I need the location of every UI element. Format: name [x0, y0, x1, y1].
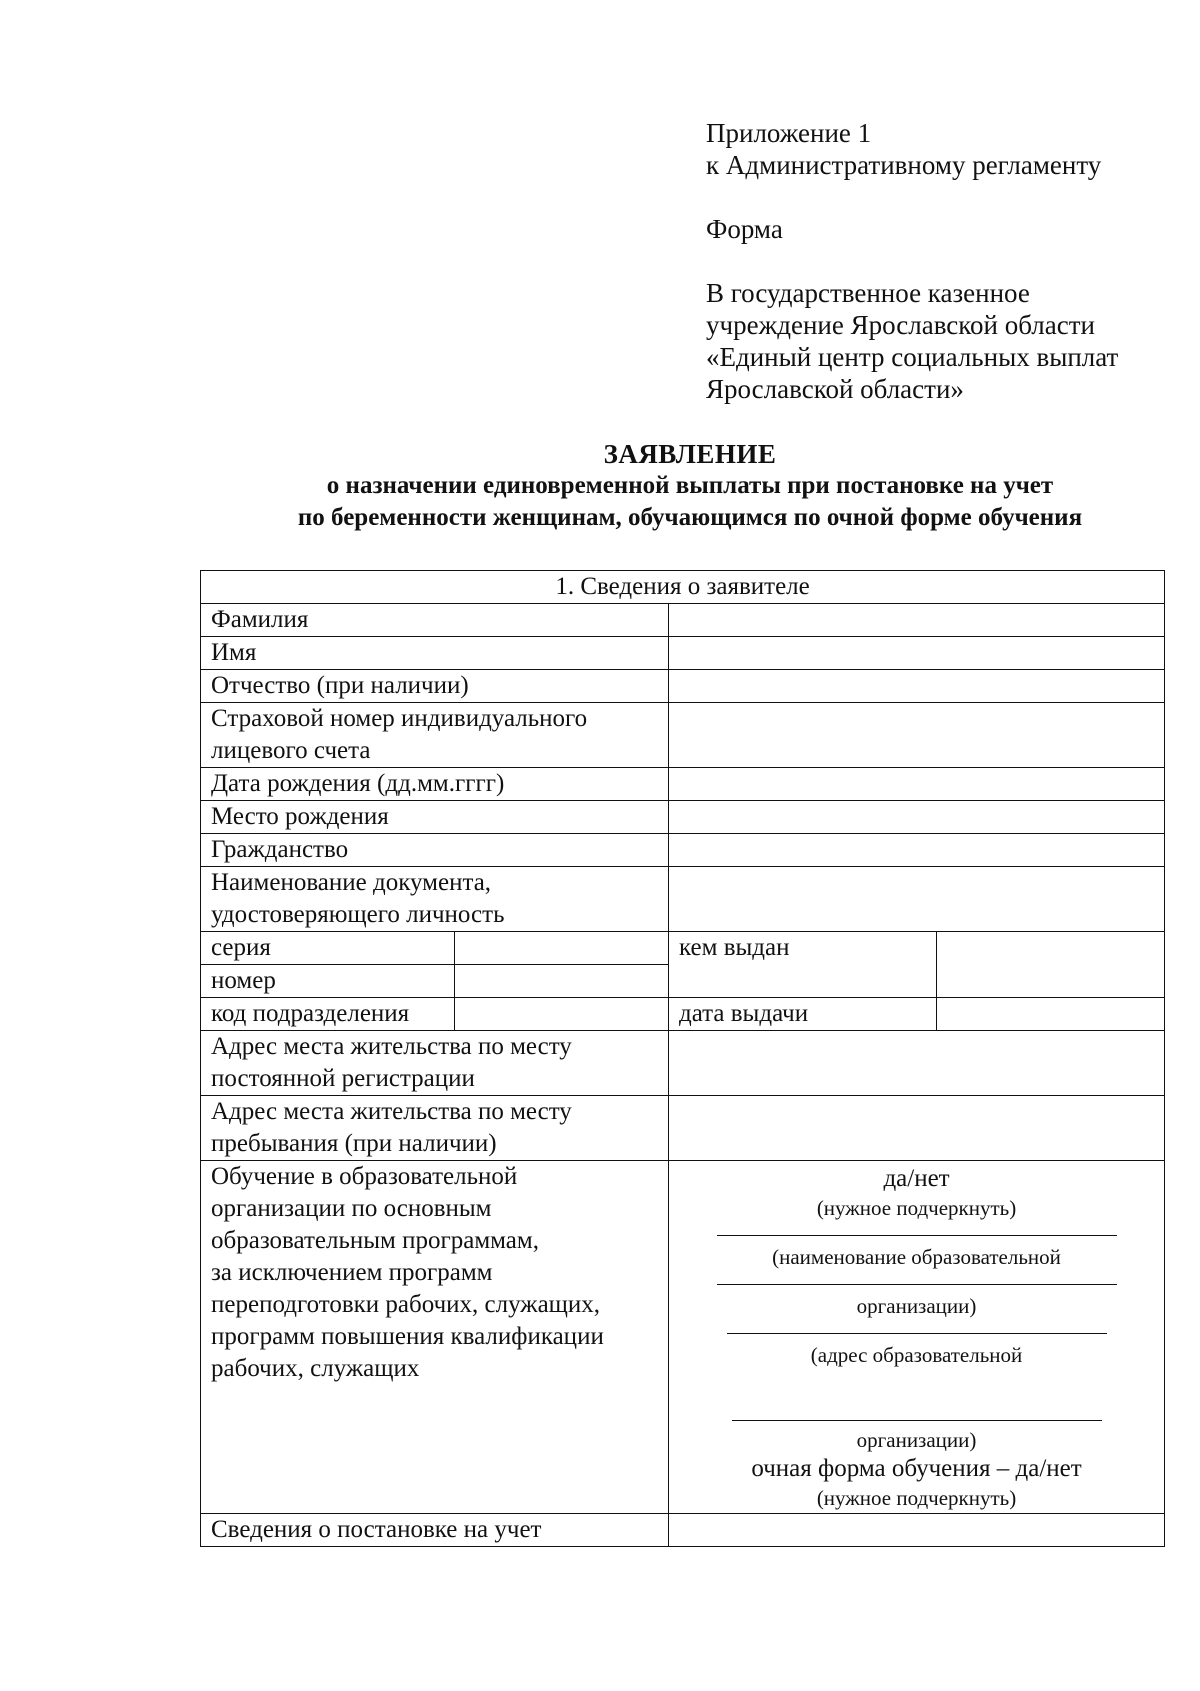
field-number[interactable]: [455, 965, 669, 998]
label-id-document: [201, 867, 669, 932]
field-surname[interactable]: [669, 604, 1165, 637]
label-series: серия: [201, 932, 455, 965]
label-surname: Фамилия: [201, 604, 669, 637]
full-time-yes-no[interactable]: очная форма обучения – да/нет: [751, 1455, 1082, 1482]
label-citizenship: Гражданство: [201, 834, 669, 867]
label-address-registration: [201, 1031, 669, 1096]
label-education-line: переподготовки рабочих, служащих,: [211, 1291, 601, 1318]
document-title: [0, 438, 1200, 534]
header-block: [706, 117, 1166, 405]
field-citizenship[interactable]: [669, 834, 1165, 867]
label-education-line: рабочих, служащих: [211, 1355, 420, 1382]
label-id-document-line: удостоверяющего личность: [211, 901, 505, 928]
org-name-line[interactable]: [717, 1221, 1117, 1236]
label-education-line: организации по основным: [211, 1195, 492, 1222]
label-patronymic: Отчество (при наличии): [201, 670, 669, 703]
appendix-label: Приложение 1: [706, 118, 872, 148]
field-name[interactable]: [669, 637, 1165, 670]
label-education-line: программ повышения квалификации: [211, 1323, 604, 1350]
form-label: Форма: [706, 214, 783, 244]
field-snils[interactable]: [669, 703, 1165, 768]
label-address-line: Адрес места жительства по месту: [211, 1098, 572, 1125]
field-education: [669, 1161, 1165, 1514]
underline-hint: (нужное подчеркнуть): [816, 1196, 1017, 1220]
regulation-label: к Административному регламенту: [706, 150, 1102, 180]
addressee-line: учреждение Ярославской области: [706, 310, 1095, 340]
label-issued-by: кем выдан: [669, 932, 937, 998]
field-issue-date[interactable]: [937, 998, 1165, 1031]
title-main: ЗАЯВЛЕНИЕ: [603, 439, 777, 469]
label-address-line: Адрес места жительства по месту: [211, 1033, 572, 1060]
field-registration-info[interactable]: [669, 1514, 1165, 1547]
label-education-line: за исключением программ: [211, 1259, 493, 1286]
label-address-stay: [201, 1096, 669, 1161]
title-line: по беременности женщинам, обучающимся по очной форме обучения: [297, 504, 1083, 531]
label-issue-date: дата выдачи: [669, 998, 937, 1031]
field-id-document[interactable]: [669, 867, 1165, 932]
label-address-line: пребывания (при наличии): [211, 1130, 497, 1157]
label-registration-info: Сведения о постановке на учет: [201, 1514, 669, 1547]
org-name-line-2[interactable]: [717, 1270, 1117, 1285]
org-address-line-2[interactable]: [732, 1368, 1102, 1421]
org-address-caption: организации): [856, 1428, 977, 1452]
org-name-caption: организации): [856, 1294, 977, 1318]
label-name: Имя: [201, 637, 669, 670]
org-address-caption: (адрес образовательной: [810, 1343, 1023, 1367]
label-number: номер: [201, 965, 455, 998]
education-yes-no[interactable]: да/нет: [883, 1165, 950, 1192]
label-birthdate: Дата рождения (дд.мм.гггг): [201, 768, 669, 801]
section-title: 1. Сведения о заявителе: [201, 571, 1165, 604]
addressee-line: Ярославской области»: [706, 374, 964, 404]
title-line: о назначении единовременной выплаты при постановке на учет: [326, 472, 1054, 499]
field-patronymic[interactable]: [669, 670, 1165, 703]
field-address-registration[interactable]: [669, 1031, 1165, 1096]
label-education: [201, 1161, 669, 1514]
field-series[interactable]: [455, 932, 669, 965]
field-dept-code[interactable]: [455, 998, 669, 1031]
label-snils-line: Страховой номер индивидуального: [211, 705, 588, 732]
org-address-line[interactable]: [727, 1319, 1107, 1334]
label-birthplace: Место рождения: [201, 801, 669, 834]
field-address-stay[interactable]: [669, 1096, 1165, 1161]
label-id-document-line: Наименование документа,: [211, 869, 492, 896]
label-address-line: постоянной регистрации: [211, 1065, 475, 1092]
label-education-line: Обучение в образовательной: [211, 1163, 518, 1190]
addressee-line: В государственное казенное: [706, 278, 1030, 308]
field-issued-by[interactable]: [937, 932, 1165, 998]
label-education-line: образовательным программам,: [211, 1227, 539, 1254]
label-snils-line: лицевого счета: [211, 737, 371, 764]
org-name-caption: (наименование образовательной: [772, 1245, 1061, 1269]
label-snils: [201, 703, 669, 768]
field-birthplace[interactable]: [669, 801, 1165, 834]
label-dept-code: код подразделения: [201, 998, 455, 1031]
underline-hint: (нужное подчеркнуть): [816, 1486, 1017, 1510]
applicant-form-table: [200, 570, 1165, 1547]
field-birthdate[interactable]: [669, 768, 1165, 801]
addressee-line: «Единый центр социальных выплат: [706, 342, 1119, 372]
